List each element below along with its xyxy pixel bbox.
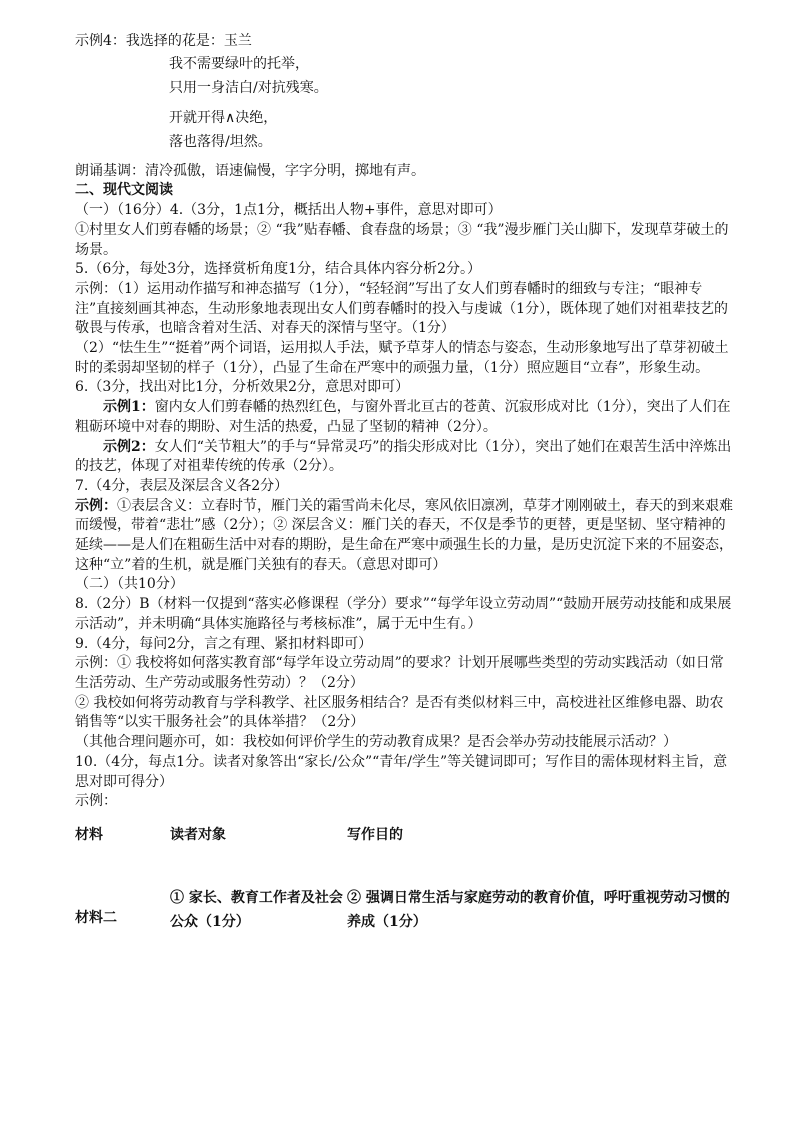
part2-head: （二）（共10分）	[75, 576, 184, 593]
q7-label: 示例：	[75, 497, 117, 514]
q6-head: 6.（3分，找出对比1分，分析效果2分，意思对即可）	[75, 379, 410, 396]
q5-head: 5.（6分，每处3分，选择赏析角度1分，结合具体内容分析2分。）	[75, 261, 481, 278]
poem-line: 落也落得/坦然。	[169, 133, 272, 150]
q9-head: 9.（4分，每问2分，言之有理、紧扣材料即可）	[75, 635, 373, 652]
q9-example-2: ② 我校如何将劳动教育与学科教学、社区服务相结合？是否有类似材料三中，高校进社区维修电器、助农销售等“以实干服务社会”的具体举措？（2分）	[75, 694, 724, 731]
answer-page	[75, 32, 735, 934]
q7-text: ①表层含义：立春时节，雁门关的霜雪尚未化尽，寒风依旧凛冽，草芽才刚刚破土，春天的到来艰难而缓慢，带着“悲壮”感（2分）；② 深层含义：雁门关的春天，不仅是季节的更替，更是坚韧、坚守精神的延续——是人们在粗砺生活中对春的期盼，是生命在严寒中顽强生长的力量，是历史沉淀下来的不屈姿态，这种“立”着的生机，就是雁门关独有的春天。（意思对即可）	[75, 497, 733, 573]
q9-note: （其他合理问题亦可，如：我校如何评价学生的劳动教育成果？是否会举办劳动技能展示活动？）	[75, 734, 677, 751]
q4-head: （一）（16分）4.（3分，1点1分，概括出人物+事件，意思对即可）	[75, 202, 502, 219]
poem-line: 开就开得∧决绝，	[169, 109, 278, 126]
table-cell-reader: ① 家长、教育工作者及社会公众（1分）	[170, 889, 343, 930]
poem-line: 只用一身洁白/对抗残寒。	[169, 79, 328, 96]
poem-line: 我不需要绿叶的托举，	[169, 55, 309, 72]
table-header-cell: 读者对象	[170, 826, 226, 843]
q8-answer: 8.（2分）B（材料一仅提到“落实必修课程（学分）要求”“每学年设立劳动周”“鼓励开展劳动技能和成果展示活动”，并未明确“具体实施路径与考核标准”，属于无中生有。）	[75, 596, 732, 632]
table-header-cell: 写作目的	[347, 826, 403, 843]
q4-answer: ①村里女人们剪春幡的场景；② “我”贴春幡、食春盘的场景；③ “我”漫步雁门关山脚下，发现草芽破土的场景。	[75, 221, 729, 258]
table-header-row	[75, 826, 735, 886]
table-header-cell: 材料	[75, 826, 103, 843]
table-row	[75, 886, 735, 934]
q9-example-1: 示例：① 我校将如何落实教育部“每学年设立劳动周”的要求？计划开展哪些类型的劳动实践活动（如日常生活劳动、生产劳动或服务性劳动）？（2分）	[75, 655, 724, 691]
example4-title: 示例4：我选择的花是：玉兰	[75, 33, 252, 49]
recital-tone: 朗诵基调：清冷孤傲，语速偏慢，字字分明，掷地有声。	[75, 162, 425, 179]
answer-table	[75, 826, 735, 934]
q6-example-1-label: 示例1：	[103, 399, 155, 416]
q6-example-2	[75, 438, 735, 477]
q6-example-1	[75, 398, 735, 437]
q6-example-1-text: 窗内女人们剪春幡的热烈红色，与窗外晋北亘古的苍黄、沉寂形成对比（1分），突出了人们在粗砺环境中对春的期盼、对生活的热爱，凸显了坚韧的精神（2分）。	[75, 399, 731, 435]
q7-answer	[75, 497, 735, 576]
q6-example-2-text: 女人们“关节粗大”的手与“异常灵巧”的指尖形成对比（1分），突出了她们在艰苦生活中淬炼出的技艺，体现了对祖辈传统的传承（2分）。	[75, 438, 732, 475]
q5-example-2: （2）“怯生生”“挺着”两个词语，运用拟人手法，赋予草芽人的情态与姿态，生动形象地写出了草芽初破土时的柔弱却坚韧的样子（1分），凸显了生命在严寒中的顽强力量，（1分）照应题目“立春”，形象生动。	[75, 340, 729, 376]
q6-example-2-label: 示例2：	[103, 438, 155, 455]
q5-example-1: 示例：（1）运用动作描写和神态描写（1分），“轻轻润”写出了女人们剪春幡时的细致与专注；“眼神专注”直接刻画其神态，生动形象地表现出女人们剪春幡时的投入与虔诚（1分），既体现了她们对祖辈技艺的敬畏与传承，也暗含着对生活、对春天的深情与坚守。（1分）	[75, 280, 729, 337]
q10-head: 10.（4分，每点1分。读者对象答出“家长/公众”“青年/学生”等关键词即可；写作目的需体现材料主旨，意思对即可得分）	[75, 753, 728, 790]
table-cell-purpose: ② 强调日常生活与家庭劳动的教育价值，呼吁重视劳动习惯的养成（1分）	[347, 889, 730, 930]
q7-head: 7.（4分，表层及深层含义各2分）	[75, 477, 289, 494]
q10-example-label: 示例：	[75, 793, 117, 810]
poem	[75, 52, 735, 154]
table-cell-material: 材料二	[75, 909, 117, 926]
section-heading: 二、现代文阅读	[75, 182, 173, 199]
